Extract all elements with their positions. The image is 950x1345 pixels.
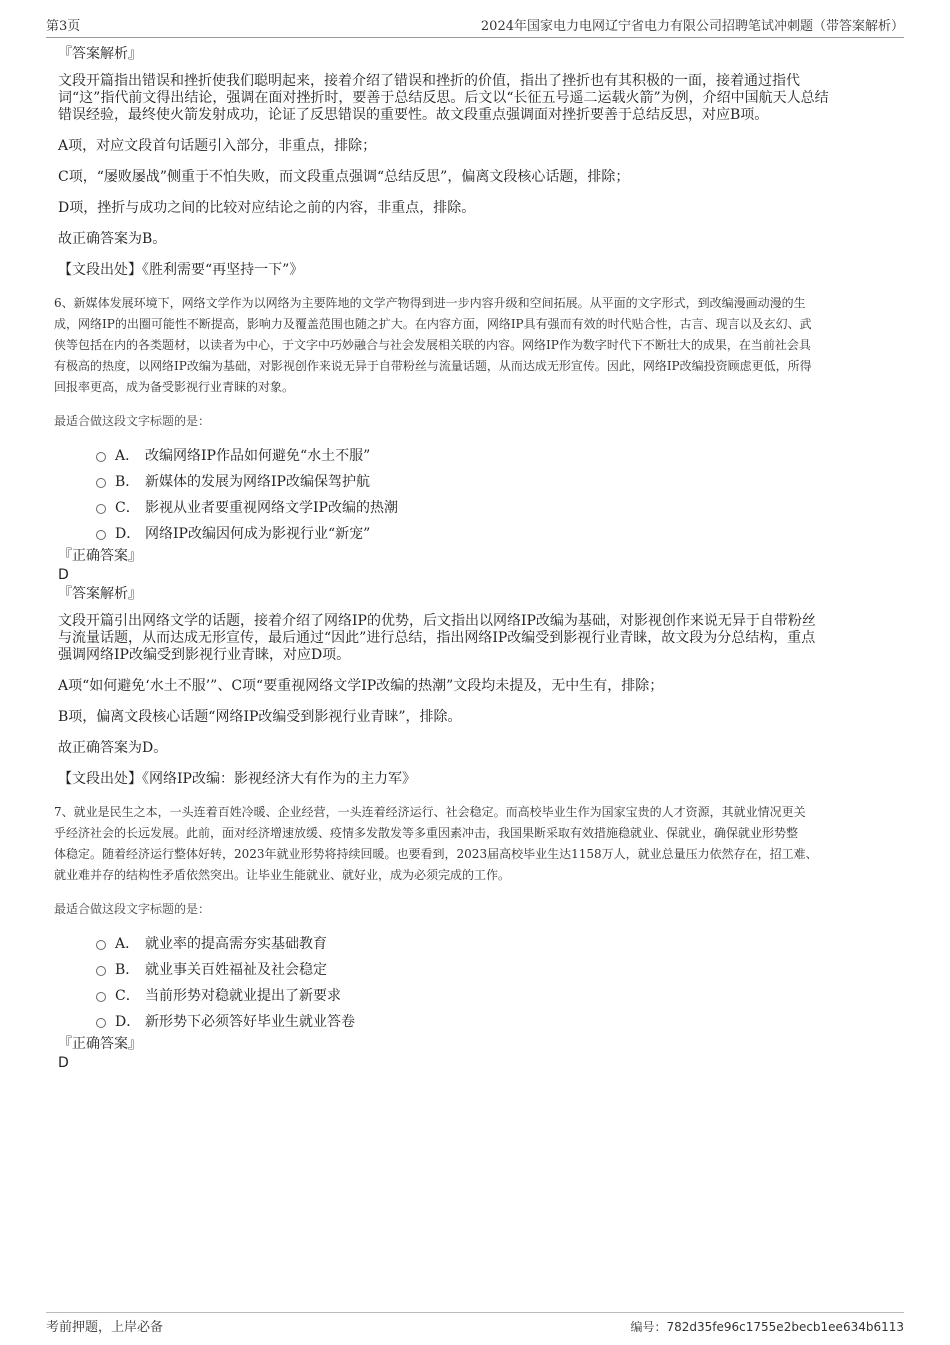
option-letter: C． bbox=[115, 988, 140, 1004]
q6-analysis-line-2: 与流量话题，从而达成无形宣传，最后通过“因此”进行总结，指出网络IP改编受到影视行业青睐，故文段为分总结构，重点 bbox=[58, 630, 816, 646]
q6-conclusion: 故正确答案为D。 bbox=[58, 740, 168, 756]
q6-source: 【文段出处】《网络IP改编：影视经济大有作为的主力军》 bbox=[58, 771, 416, 787]
q5-source: 【文段出处】《胜利需要“再坚持一下”》 bbox=[58, 262, 304, 278]
option-text: 就业率的提高需夯实基础教育 bbox=[145, 936, 327, 952]
q7-prompt: 最适合做这段文字标题的是： bbox=[54, 902, 211, 916]
radio-icon[interactable] bbox=[96, 452, 106, 462]
q6-stem-line-2: 成，网络IP的出圈可能性不断提高，影响力及覆盖范围也随之扩大。在内容方面，网络IP具有强而有效的时代贴合性，古言、现言以及玄幻、武 bbox=[54, 317, 812, 331]
option-letter: C． bbox=[115, 500, 140, 516]
q6-option-ac-note: A项“如何避免‘水土不服’”、C项“要重视网络文学IP改编的热潮”文段均未提及，无中生有，排除； bbox=[58, 678, 664, 694]
q5-analysis bbox=[46, 73, 904, 124]
page-content bbox=[46, 44, 904, 1072]
q5-option-d-note: D项，挫折与成功之间的比较对应结论之前的内容，非重点，排除。 bbox=[58, 200, 476, 216]
option-letter: A． bbox=[115, 936, 140, 952]
option-text: 当前形势对稳就业提出了新要求 bbox=[145, 988, 341, 1004]
radio-icon[interactable] bbox=[96, 1018, 106, 1028]
q6-stem-line-4: 有极高的热度，以网络IP改编为基础，对影视创作来说无异于自带粉丝与流量话题，从而达成无形宣传。因此，网络IP改编投资顾虑更低，所得 bbox=[54, 359, 812, 373]
option-letter: B． bbox=[115, 962, 140, 978]
q6-option-b-note: B项，偏离文段核心话题“网络IP改编受到影视行业青睐”，排除。 bbox=[58, 709, 462, 725]
page-number: 第3页 bbox=[46, 19, 81, 34]
radio-icon[interactable] bbox=[96, 478, 106, 488]
q6-options bbox=[46, 442, 904, 546]
q5-analysis-line-1: 文段开篇指出错误和挫折使我们聪明起来，接着介绍了错误和挫折的价值，指出了挫折也有其积极的一面，接着通过指代 bbox=[58, 73, 800, 89]
q7-stem-line-1: 7、就业是民生之本，一头连着百姓冷暖、企业经营，一头连着经济运行、社会稳定。而高校毕业生作为国家宝贵的人才资源，其就业情况更关 bbox=[54, 805, 806, 819]
q6-stem-line-1: 6、新媒体发展环境下，网络文学作为以网络为主要阵地的文学产物得到进一步内容升级和空间拓展。从平面的文字形式，到改编漫画动漫的生 bbox=[54, 296, 806, 310]
q6-option-a[interactable] bbox=[96, 442, 904, 468]
q7-correct-answer: D bbox=[58, 1055, 69, 1071]
q7-options bbox=[46, 930, 904, 1034]
q6-analysis-label: 『答案解析』 bbox=[58, 586, 142, 602]
q5-conclusion: 故正确答案为B。 bbox=[58, 231, 167, 247]
q5-option-c-note: C项，“屡败屡战”侧重于不怕失败，而文段重点强调“总结反思”，偏离文段核心话题，排除； bbox=[58, 169, 630, 185]
q6-stem-line-3: 侠等包括在内的各类题材，以读者为中心，于文字中巧妙融合与社会发展相关联的内容。网络IP作为数字时代下不断壮大的成果，在当前社会具 bbox=[54, 338, 811, 352]
q7-option-b[interactable] bbox=[96, 956, 904, 982]
option-text: 新形势下必须答好毕业生就业答卷 bbox=[145, 1014, 355, 1030]
footer-serial: 编号：782d35fe96c1755e2becb1ee634b6113 bbox=[630, 1320, 904, 1334]
option-text: 就业事关百姓福祉及社会稳定 bbox=[145, 962, 327, 978]
q7-option-d[interactable] bbox=[96, 1008, 904, 1034]
q6-analysis-line-1: 文段开篇引出网络文学的话题，接着介绍了网络IP的优势，后文指出以网络IP改编为基础，对影视创作来说无异于自带粉丝 bbox=[58, 613, 816, 629]
q6-option-d[interactable] bbox=[96, 520, 904, 546]
q6-prompt: 最适合做这段文字标题的是： bbox=[54, 414, 211, 428]
q6-option-c[interactable] bbox=[96, 494, 904, 520]
q7-stem-line-3: 体稳定。随着经济运行整体好转，2023年就业形势将持续回暖。也要看到，2023届高校毕业生达1158万人，就业总量压力依然存在，招工难、 bbox=[54, 847, 818, 861]
option-letter: A． bbox=[115, 448, 140, 464]
q6-analysis bbox=[46, 613, 904, 664]
q5-option-a-note: A项，对应文段首句话题引入部分，非重点，排除； bbox=[58, 138, 377, 154]
q6-correct-label: 『正确答案』 bbox=[58, 548, 142, 564]
radio-icon[interactable] bbox=[96, 940, 106, 950]
option-letter: D． bbox=[115, 1014, 141, 1030]
q6-correct-answer: D bbox=[58, 567, 69, 583]
option-text: 影视从业者要重视网络文学IP改编的热潮 bbox=[145, 500, 398, 516]
q6-stem-line-5: 回报率更高，成为备受影视行业青睐的对象。 bbox=[54, 380, 295, 394]
q7-stem bbox=[46, 802, 904, 886]
radio-icon[interactable] bbox=[96, 966, 106, 976]
q5-analysis-label: 『答案解析』 bbox=[58, 46, 142, 62]
page-header bbox=[46, 14, 904, 38]
q7-option-c[interactable] bbox=[96, 982, 904, 1008]
option-text: 改编网络IP作品如何避免“水土不服” bbox=[145, 448, 371, 464]
footer-slogan: 考前押题，上岸必备 bbox=[46, 1320, 164, 1335]
q6-analysis-line-3: 强调网络IP改编受到影视行业青睐，对应D项。 bbox=[58, 647, 351, 663]
q7-correct-label: 『正确答案』 bbox=[58, 1036, 142, 1052]
q7-stem-line-2: 乎经济社会的长远发展。此前，面对经济增速放缓、疫情多发散发等多重因素冲击，我国果断采取有效措施稳就业、保就业，确保就业形势整 bbox=[54, 826, 799, 840]
q7-stem-line-4: 就业难并存的结构性矛盾依然突出。让毕业生能就业、就好业，成为必须完成的工作。 bbox=[54, 868, 511, 882]
q5-analysis-line-3: 错误经验，最终使火箭发射成功，论证了反思错误的重要性。故文段重点强调面对挫折要善于总结反思，对应B项。 bbox=[58, 107, 769, 123]
q6-option-b[interactable] bbox=[96, 468, 904, 494]
radio-icon[interactable] bbox=[96, 504, 106, 514]
option-letter: D． bbox=[115, 526, 141, 542]
option-letter: B． bbox=[115, 474, 140, 490]
q6-stem bbox=[46, 293, 904, 398]
document-title: 2024年国家电力电网辽宁省电力有限公司招聘笔试冲刺题（带答案解析） bbox=[480, 19, 904, 34]
q5-analysis-line-2: 词“这”指代前文得出结论，强调在面对挫折时，要善于总结反思。后文以“长征五号遥二运载火箭”为例，介绍中国航天人总结 bbox=[58, 90, 829, 106]
page-footer bbox=[46, 1312, 904, 1335]
option-text: 网络IP改编因何成为影视行业“新宠” bbox=[145, 526, 371, 542]
q7-option-a[interactable] bbox=[96, 930, 904, 956]
radio-icon[interactable] bbox=[96, 992, 106, 1002]
option-text: 新媒体的发展为网络IP改编保驾护航 bbox=[145, 474, 370, 490]
radio-icon[interactable] bbox=[96, 530, 106, 540]
